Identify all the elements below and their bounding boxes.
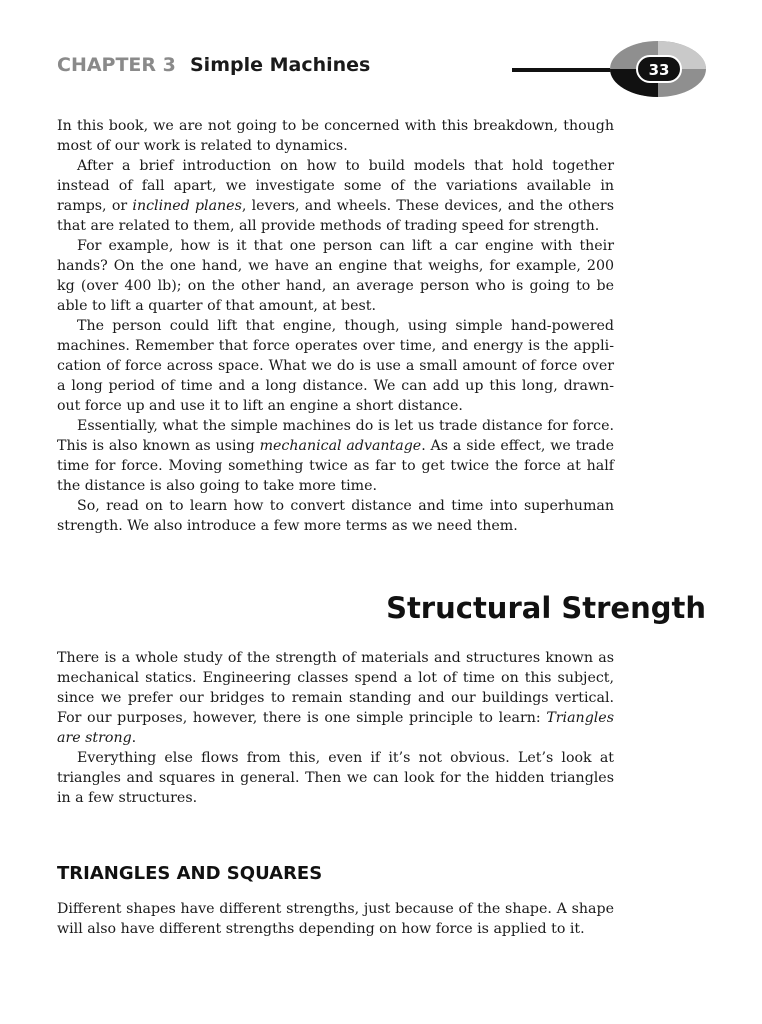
emphasis-inclined-planes: inclined planes: [132, 198, 242, 214]
running-header: [57, 50, 707, 96]
intro-paragraph-6: So, read on to learn how to convert distance and time into superhuman strength. We also introduce a few more terms as we need them.: [57, 498, 614, 534]
intro-text: [57, 116, 614, 536]
section-paragraph-1: There is a whole study of the strength of materials and structures known as mechanical statics. Engineering classes spend a lot of time on this subject, since we prefer our bridges to remain standing and our buildings vertical. For our purposes, however, there is one simple principle to learn: Triangles are strong.: [57, 650, 614, 746]
subsection-heading: TRIANGLES AND SQUARES: [57, 863, 323, 884]
page-number-badge: [607, 38, 709, 100]
chapter-title: Simple Machines: [190, 54, 371, 76]
page-number: 33: [648, 61, 670, 79]
section-heading: Structural Strength: [386, 591, 706, 625]
emphasis-mechanical-advantage: mechanical advantage: [259, 438, 422, 454]
intro-paragraph-4: The person could lift that engine, though, using simple hand-powered machines. Remember that force operates over time, and energy is the appli-cation of force across space. What we do is use a small amount of force over a long period of time and a long distance. We can add up this long, drawn-out force up and use it to lift an engine a short distance.: [57, 318, 614, 414]
section-text: [57, 648, 614, 808]
intro-paragraph-5: Essentially, what the simple machines do is let us trade distance for force. This is also known as using mechanical advantage. As a side effect, we trade time for force. Moving something twice as far to get twice the force at half the distance is also going to take more time.: [57, 418, 615, 494]
chapter-label: CHAPTER 3: [57, 54, 176, 76]
intro-paragraph-1: In this book, we are not going to be concerned with this breakdown, though most of our work is related to dynamics.: [57, 118, 614, 154]
section-paragraph-2: Everything else flows from this, even if it’s not obvious. Let’s look at triangles and squares in general. Then we can look for the hidden triangles in a few structures.: [57, 750, 614, 806]
intro-paragraph-3: For example, how is it that one person can lift a car engine with their hands? On the one hand, we have an engine that weighs, for example, 200 kg (over 400 lb); on the other hand, an average person who is going to be able to lift a quarter of that amount, at best.: [57, 238, 614, 314]
subsection-paragraph-1: Different shapes have different strengths, just because of the shape. A shape will also have different strengths depending on how force is applied to it.: [57, 901, 614, 937]
intro-paragraph-2: After a brief introduction on how to build models that hold together instead of fall apart, we investigate some of the variations available in ramps, or inclined planes, levers, and wheels. These devices, and the others that are related to them, all provide methods of trading speed for strength.: [57, 158, 614, 234]
emphasis-triangles-are-strong: Triangles are strong: [57, 710, 614, 746]
subsection-text: [57, 899, 614, 939]
